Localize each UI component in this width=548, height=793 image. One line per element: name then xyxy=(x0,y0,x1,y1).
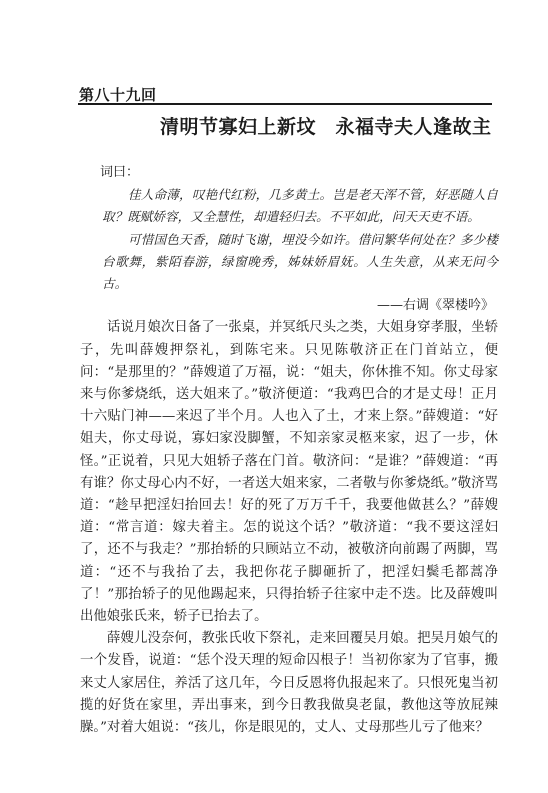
body-paragraph-1: 话说月娘次日备了一张桌，并冥纸尺头之类，大姐身穿孝服，坐轿子，先叫薛嫂押祭礼，到陈宅来。只见陈敬济正在门首站立，便问：“是那里的？”薛嫂道了万福，说：“姐夫，你休推不知。你丈母家来与你爹烧纸，送大姐来了。”敬济便道：“我鸡巴合的才是丈母！正月十六贴门神——来迟了半个月。人也入了土，才来上祭。”薛嫂道：“好姐夫，你丈母说，寡妇家没脚蟹，不知亲家灵柩来家，迟了一步，休怪。”正说着，只见大姐轿子落在门首。敬济问：“是谁？”薛嫂道：“再有谁？你丈母心内不好，一者送大姐来家，二者敬与你爹烧纸。”敬济骂道：“趁早把淫妇抬回去！好的死了万万千千，我要他做甚么？”薛嫂道：“常言道：嫁夫着主。怎的说这个话？”敬济道：“我不要这淫妇了，还不与我走？”那抬轿的只顾站立不动，被敬济向前踢了两脚，骂道：“还不与我抬了去，我把你花子脚砸折了，把淫妇鬓毛都蒿净了！”那抬轿子的见他踢起来，只得抬轿子往家中走不迭。比及薛嫂叫出他娘张氏来，轿子已抬去了。 xyxy=(80,320,498,625)
page-body xyxy=(80,162,498,739)
body-paragraph-2: 薛嫂儿没奈何，教张氏收下祭礼，走来回覆吴月娘。把吴月娘气的一个发昏，说道：“恁个没天理的短命囚根子！当初你家为了官事，搬来丈人家居住，养活了这几年，今日反恩将仇报起来了。只恨死鬼当初揽的好货在家里，弄出事来，到今日教我做臭老鼠，教他这等放屁辣臊。”对着大姐说：“孩儿，你是眼见的，丈人、丈母那些儿亏了他来？ xyxy=(80,631,498,736)
chapter-title: 清明节寡妇上新坟 永福寺夫人逢故主 xyxy=(160,116,492,138)
poem-citation: ——右调《翠楼吟》 xyxy=(376,298,494,314)
poem-stanza-2: 可惜国色天香，随时飞谢，埋没今如许。借问繁华何处在？多少楼台歌舞，紫陌春游，绿窗晚秀，姊妹娇眉妩。人生失意，从来无问今古。 xyxy=(102,231,498,292)
poem-stanza-1: 佳人命薄，叹艳代红粉，几多黄土。岂是老天浑不管，好恶随人自取？既赋娇容，又全慧性，却遣轻归去。不平如此，问天天吏不语。 xyxy=(102,187,498,225)
poem-intro: 词曰： xyxy=(100,165,140,180)
chapter-number-label: 第八十九回 xyxy=(79,86,157,104)
header-divider xyxy=(78,103,492,105)
